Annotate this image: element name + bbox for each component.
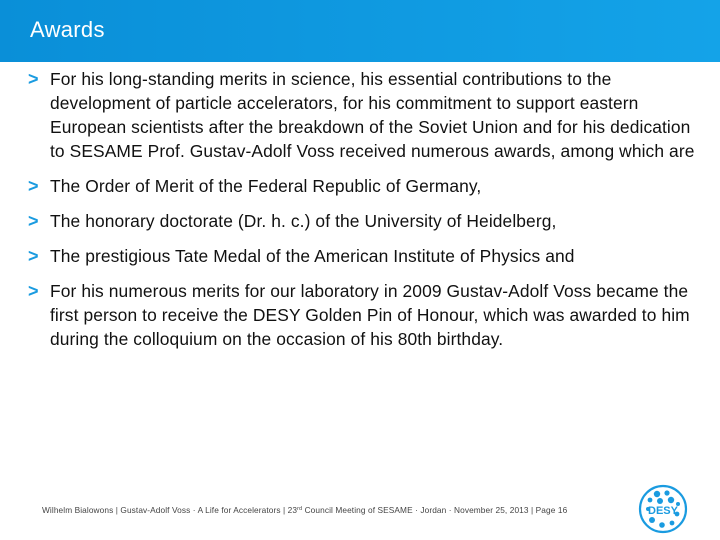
footer-separator: | [282,505,286,515]
bullet-item [28,67,698,163]
footer-page-number: Page 16 [535,505,568,515]
bullet-text: For his numerous merits for our laboratory in 2009 Gustav-Adolf Voss became the first person to receive the DESY Golden Pin of Honour, which was awarded to him during the colloquium on the occasion of his 80th birthday. [50,281,690,349]
footer-meeting-suffix: rd [297,506,303,512]
bullet-text: The Order of Merit of the Federal Republic of Germany, [50,176,482,196]
bullet-list [28,67,698,362]
bullet-item [28,209,698,233]
footer-meeting: Council Meeting of SESAME · Jordan · November 25, 2013 [304,505,529,515]
bullet-arrow-icon: > [28,211,39,231]
bullet-item [28,174,698,198]
bullet-text: The honorary doctorate (Dr. h. c.) of the University of Heidelberg, [50,211,557,231]
bullet-item [28,244,698,268]
bullet-arrow-icon: > [28,176,39,196]
bullet-arrow-icon: > [28,281,39,301]
footer-talk-title: Gustav-Adolf Voss · A Life for Accelerators [120,505,281,515]
bullet-arrow-icon: > [28,69,39,89]
slide-title: Awards [30,17,105,42]
footer-separator: | [531,505,534,515]
desy-logo [638,484,688,534]
slide-footer [42,505,567,515]
footer-author: Wilhelm Bialowons [42,505,114,515]
bullet-text: For his long-standing merits in science, his essential contributions to the development of particle accelerators, for his commitment to support eastern European scientists after the breakdown of the Soviet Union and for his dedication to SESAME Prof. Gustav-Adolf Voss received numerous awards, among which are [50,69,695,161]
bullet-arrow-icon: > [28,246,39,266]
footer-meeting-number: 23 [287,505,298,515]
title-bar [0,0,720,62]
logo-text: DESY [648,505,678,517]
footer-separator: | [115,505,118,515]
bullet-text: The prestigious Tate Medal of the American Institute of Physics and [50,246,575,266]
bullet-item [28,279,698,351]
